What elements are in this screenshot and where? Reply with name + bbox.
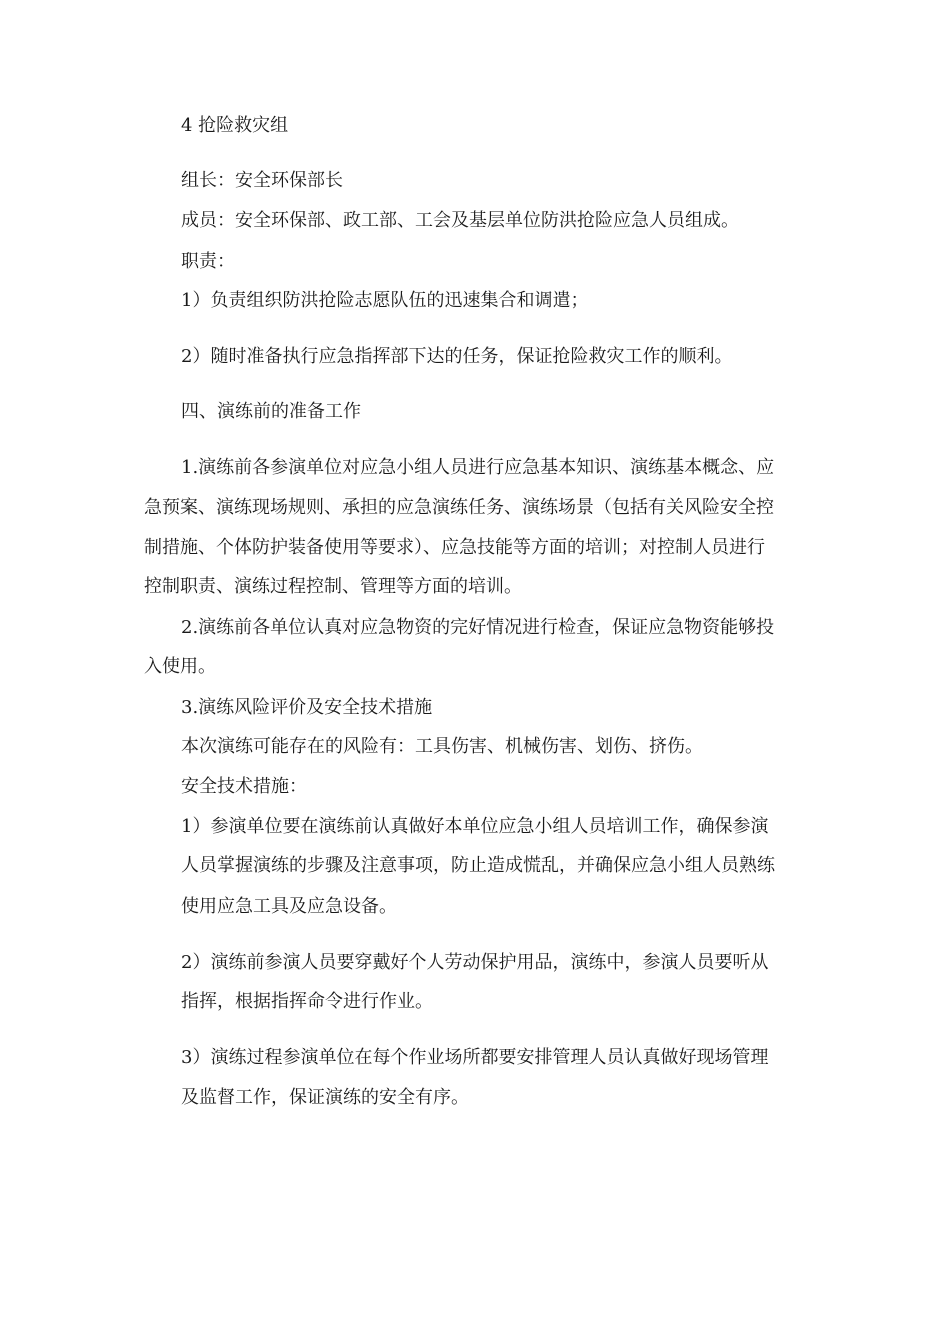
prep-item-1-line-2: 急预案、演练现场规则、承担的应急演练任务、演练场景（包括有关风险安全控 xyxy=(144,497,774,518)
prep-item-1-line-3: 制措施、个体防护装备使用等要求）、应急技能等方面的培训；对控制人员进行 xyxy=(144,537,765,558)
measures-label: 安全技术措施： xyxy=(181,776,307,797)
risks-text: 本次演练可能存在的风险有：工具伤害、机械伤害、划伤、挤伤。 xyxy=(181,736,703,757)
measure-2-line-2: 指挥，根据指挥命令进行作业。 xyxy=(181,991,433,1012)
prep-item-3-heading: 3.演练风险评价及安全技术措施 xyxy=(181,697,433,718)
measure-1-line-1: 1）参演单位要在演练前认真做好本单位应急小组人员培训工作，确保参演 xyxy=(181,816,769,837)
rescue-group-duties-label: 职责： xyxy=(181,251,235,272)
measure-1-line-3: 使用应急工具及应急设备。 xyxy=(181,896,397,917)
prep-item-2-line-2: 入使用。 xyxy=(144,656,216,677)
rescue-group-leader: 组长：安全环保部长 xyxy=(181,170,343,191)
rescue-group-members: 成员：安全环保部、政工部、工会及基层单位防洪抢险应急人员组成。 xyxy=(181,210,739,231)
measure-3-line-2: 及监督工作，保证演练的安全有序。 xyxy=(181,1087,469,1108)
section-four-heading: 四、演练前的准备工作 xyxy=(181,401,361,422)
prep-item-1-line-4: 控制职责、演练过程控制、管理等方面的培训。 xyxy=(144,576,522,597)
measure-1-line-2: 人员掌握演练的步骤及注意事项，防止造成慌乱，并确保应急小组人员熟练 xyxy=(181,855,775,876)
rescue-group-duty-2: 2）随时准备执行应急指挥部下达的任务，保证抢险救灾工作的顺利。 xyxy=(181,346,733,367)
measure-3-line-1: 3）演练过程参演单位在每个作业场所都要安排管理人员认真做好现场管理 xyxy=(181,1047,769,1068)
prep-item-2-line-1: 2.演练前各单位认真对应急物资的完好情况进行检查，保证应急物资能够投 xyxy=(181,617,775,638)
measure-2-line-1: 2）演练前参演人员要穿戴好个人劳动保护用品，演练中，参演人员要听从 xyxy=(181,952,769,973)
prep-item-1-line-1: 1.演练前各参演单位对应急小组人员进行应急基本知识、演练基本概念、应 xyxy=(181,457,775,478)
rescue-group-duty-1: 1）负责组织防洪抢险志愿队伍的迅速集合和调遣； xyxy=(181,290,589,311)
rescue-group-heading: 4 抢险救灾组 xyxy=(181,115,289,136)
